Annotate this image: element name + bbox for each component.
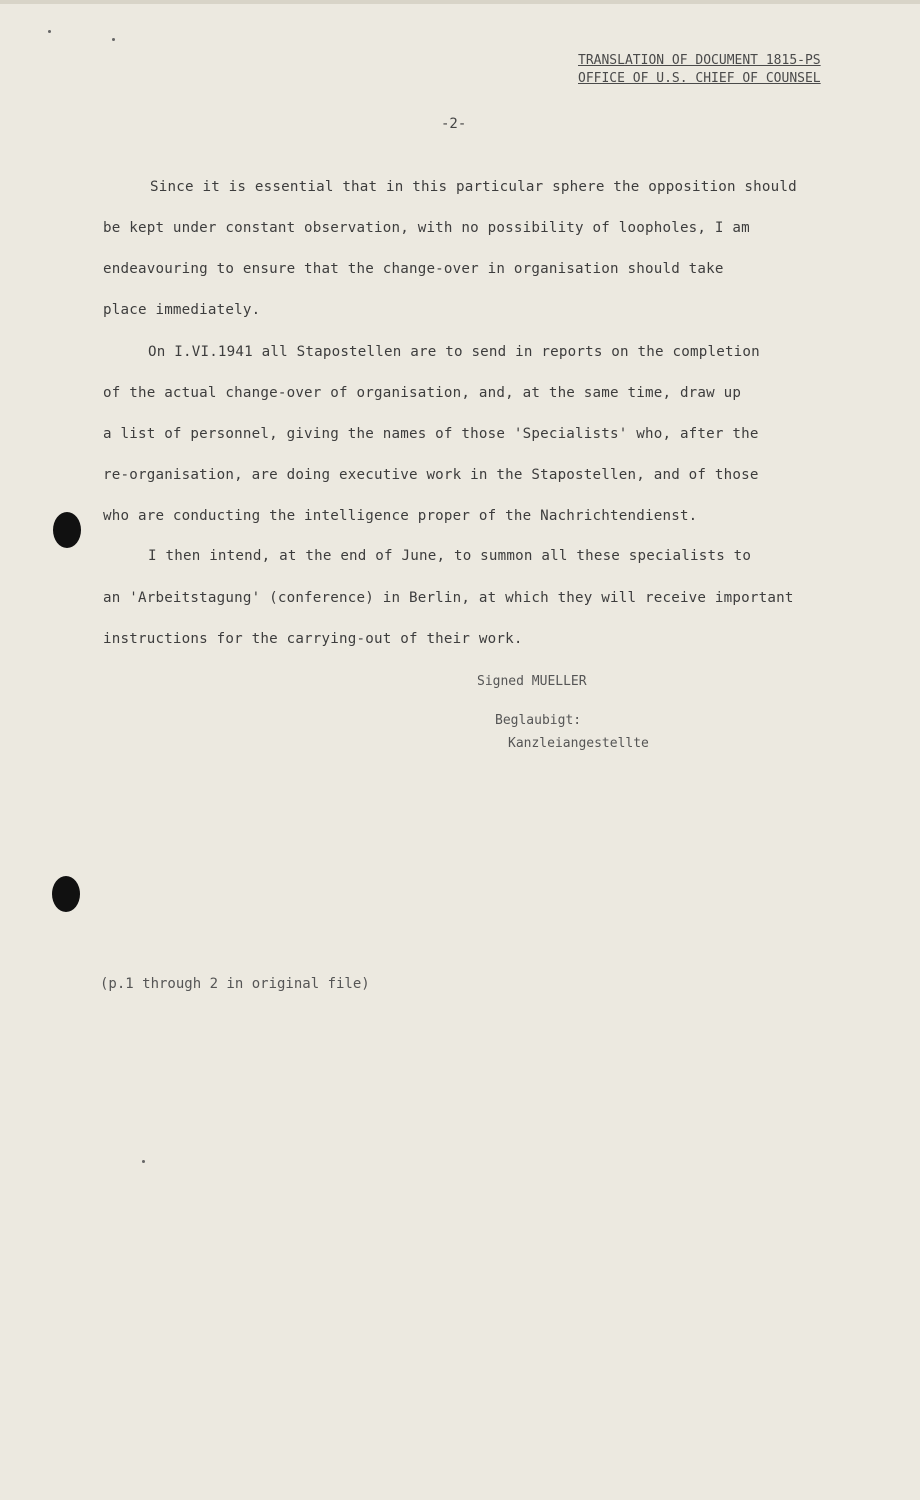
body-line: instructions for the carrying-out of their work. (103, 631, 523, 647)
document-header (578, 52, 908, 88)
page-top-edge (0, 0, 920, 4)
page-number: -2- (441, 116, 467, 132)
body-line: On I.VI.1941 all Stapostellen are to send in reports on the completion (148, 344, 760, 360)
punch-hole (53, 512, 81, 548)
body-line: a list of personnel, giving the names of those 'Specialists' who, after the (103, 426, 759, 442)
body-line: place immediately. (103, 302, 261, 318)
header-line-2: OFFICE OF U.S. CHIEF OF COUNSEL (578, 71, 821, 86)
header-line-1: TRANSLATION OF DOCUMENT 1815-PS (578, 53, 821, 68)
punch-hole (52, 876, 80, 912)
paper-speck (142, 1160, 145, 1163)
body-line: I then intend, at the end of June, to summon all these specialists to (148, 548, 752, 564)
signature-signed: Signed MUELLER (477, 674, 587, 689)
body-line: be kept under constant observation, with no possibility of loopholes, I am (103, 220, 750, 236)
body-line: re-organisation, are doing executive work in the Stapostellen, and of those (103, 467, 759, 483)
paper-speck (112, 38, 115, 41)
body-line: Since it is essential that in this particular sphere the opposition should (150, 179, 797, 195)
body-line: endeavouring to ensure that the change-over in organisation should take (103, 261, 724, 277)
footer-note: (p.1 through 2 in original file) (100, 976, 370, 992)
body-line: an 'Arbeitstagung' (conference) in Berlin, at which they will receive important (103, 590, 794, 606)
paper-speck (48, 30, 51, 33)
signature-title: Kanzleiangestellte (508, 736, 649, 751)
signature-certified: Beglaubigt: (495, 713, 582, 728)
body-line: of the actual change-over of organisation, and, at the same time, draw up (103, 385, 742, 401)
body-line: who are conducting the intelligence proper of the Nachrichtendienst. (103, 508, 698, 524)
